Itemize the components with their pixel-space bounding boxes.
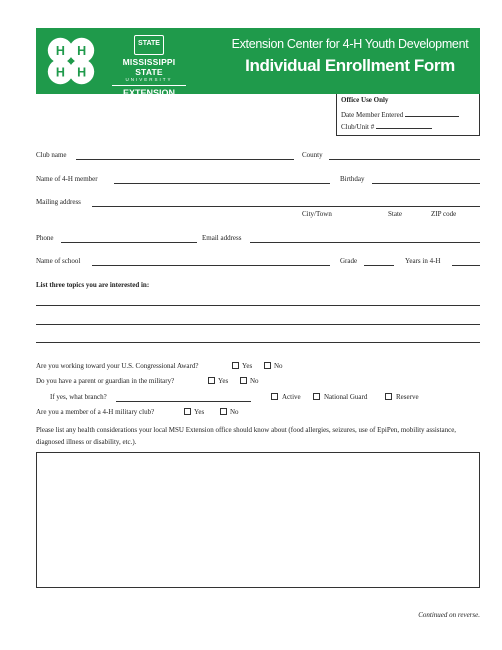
military-parent-no-checkbox[interactable]	[240, 377, 247, 384]
health-considerations-textarea[interactable]	[36, 452, 480, 588]
msu-seal-icon: STATE	[134, 35, 164, 55]
congressional-yes-checkbox[interactable]	[232, 362, 239, 369]
health-considerations-prompt: Please list any health considerations your local MSU Extension office should know about (food allergies, seizures, use of EpiPen, mobility assistance, diagnosed illness or disability, etc.).	[36, 426, 457, 446]
branch-field[interactable]	[116, 401, 251, 402]
grade-label: Grade	[340, 257, 358, 265]
congressional-no-label: No	[274, 362, 283, 370]
birthday-field[interactable]	[372, 183, 480, 184]
congressional-no-checkbox[interactable]	[264, 362, 271, 369]
mailing-address-field[interactable]	[92, 206, 480, 207]
active-checkbox[interactable]	[271, 393, 278, 400]
phone-label: Phone	[36, 234, 54, 242]
member-name-label: Name of 4-H member	[36, 175, 98, 183]
4h-clover-logo-icon	[42, 32, 100, 90]
school-field[interactable]	[92, 265, 330, 266]
reserve-label: Reserve	[396, 393, 419, 401]
svg-text:H: H	[77, 65, 87, 80]
military-parent-question: Do you have a parent or guardian in the military?	[36, 377, 175, 385]
military-club-yes-label: Yes	[194, 408, 205, 416]
years-in-4h-field[interactable]	[452, 265, 480, 266]
club-unit-field[interactable]	[376, 120, 432, 129]
city-town-label: City/Town	[302, 210, 332, 218]
birthday-label: Birthday	[340, 175, 365, 183]
topic-line-1[interactable]	[36, 305, 480, 306]
club-unit-row	[341, 120, 432, 131]
military-club-no-label: No	[230, 408, 239, 416]
school-label: Name of school	[36, 257, 81, 265]
club-name-label: Club name	[36, 151, 67, 159]
military-club-no-checkbox[interactable]	[220, 408, 227, 415]
military-parent-yes-checkbox[interactable]	[208, 377, 215, 384]
active-label: Active	[282, 393, 301, 401]
military-club-yes-checkbox[interactable]	[184, 408, 191, 415]
email-label: Email address	[202, 234, 242, 242]
topics-label: List three topics you are interested in:	[36, 281, 150, 289]
military-parent-yes-label: Yes	[218, 377, 229, 385]
member-name-field[interactable]	[114, 183, 330, 184]
military-parent-no-label: No	[250, 377, 259, 385]
national-guard-checkbox[interactable]	[313, 393, 320, 400]
office-use-box	[336, 94, 480, 136]
logo-divider	[112, 85, 186, 86]
mailing-address-label: Mailing address	[36, 198, 81, 206]
reserve-checkbox[interactable]	[385, 393, 392, 400]
zip-code-label: ZIP code	[431, 210, 457, 218]
phone-field[interactable]	[61, 242, 197, 243]
svg-text:H: H	[77, 44, 87, 59]
club-unit-label: Club/Unit #	[341, 123, 375, 131]
county-field[interactable]	[329, 159, 480, 160]
university-label: UNIVERSITY	[125, 77, 173, 82]
congressional-yes-label: Yes	[242, 362, 253, 370]
county-label: County	[302, 151, 323, 159]
national-guard-label: National Guard	[324, 393, 368, 401]
header-subtitle: Extension Center for 4-H Youth Development	[231, 37, 469, 51]
branch-label: If yes, what branch?	[50, 393, 107, 401]
continued-on-reverse-note: Continued on reverse.	[418, 611, 480, 619]
military-club-question: Are you a member of a 4-H military club?	[36, 408, 155, 416]
office-use-title: Office Use Only	[341, 96, 389, 104]
topic-line-2[interactable]	[36, 324, 480, 325]
form-header	[36, 28, 480, 98]
state-label: State	[388, 210, 402, 218]
form-title: Individual Enrollment Form	[245, 56, 455, 75]
congressional-award-question: Are you working toward your U.S. Congressional Award?	[36, 362, 199, 370]
date-member-entered-label: Date Member Entered	[341, 111, 404, 119]
date-member-entered-field[interactable]	[405, 108, 459, 117]
grade-field[interactable]	[364, 265, 394, 266]
university-name: MISSISSIPPI STATE	[122, 57, 176, 77]
date-member-entered-row	[341, 108, 459, 119]
topic-line-3[interactable]	[36, 342, 480, 343]
extension-label: EXTENSION	[122, 88, 175, 98]
svg-text:H: H	[55, 65, 65, 80]
msu-extension-logo	[108, 35, 190, 98]
svg-text:H: H	[55, 44, 65, 59]
years-in-4h-label: Years in 4-H	[405, 257, 441, 265]
club-name-field[interactable]	[76, 159, 294, 160]
email-field[interactable]	[250, 242, 480, 243]
